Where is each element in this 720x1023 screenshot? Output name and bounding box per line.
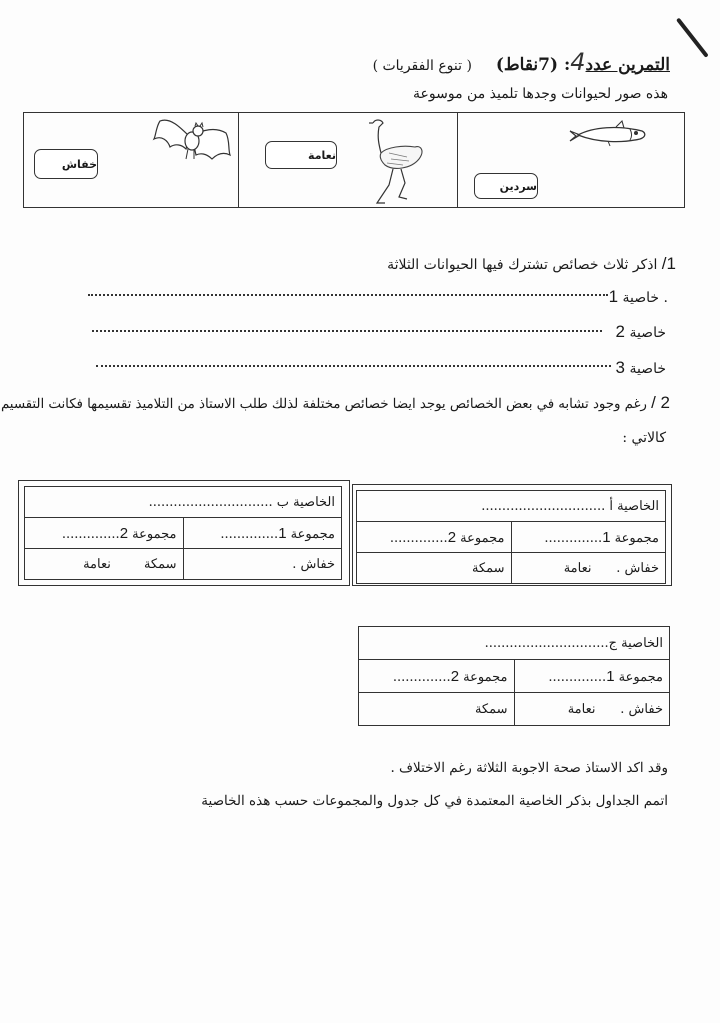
bat-icon (150, 113, 232, 165)
ostrich-icon (363, 117, 427, 207)
table-a-property-cell[interactable]: الخاصية أ .............................. (357, 491, 666, 522)
question-1-number: 1/ (661, 254, 676, 273)
table-b-property-cell[interactable]: الخاصية ب .............................. (25, 487, 342, 518)
table-b-group-1-members: خفاش . (183, 549, 342, 580)
property-1-answer-line[interactable] (88, 294, 608, 296)
table-property-b (24, 486, 342, 580)
question-2-number: 2 / (651, 393, 670, 412)
table-a-group-2-header[interactable]: مجموعة 2.............. (357, 522, 512, 553)
property-2-answer-line[interactable] (92, 330, 602, 332)
table-c-property-cell[interactable]: الخاصية ج.............................. (359, 627, 670, 660)
exercise-topic: ( تنوع الفقريات ) (372, 58, 472, 74)
table-property-a (356, 490, 666, 584)
property-3-answer-line[interactable] (96, 365, 611, 367)
property-1-row: . خاصية 1 (608, 287, 668, 306)
property-2-row: خاصية 2 (615, 322, 666, 341)
exercise-title (373, 48, 670, 76)
page-number-mark (676, 18, 709, 58)
animal-cell-sardine (457, 113, 684, 207)
table-c-group-1-header[interactable]: مجموعة 1.............. (514, 660, 670, 693)
question-1-text: اذكر ثلاث خصائص تشترك فيها الحيوانات الثلاثة (387, 257, 658, 273)
animal-label-bat: خفاش (34, 149, 98, 179)
table-c-group-2-members: سمكة (359, 693, 515, 726)
exercise-label: التمرين عدد (585, 55, 670, 75)
table-a-group-1-header[interactable]: مجموعة 1.............. (511, 522, 666, 553)
exercise-number: 4 (570, 48, 586, 76)
animal-label-sardine: سردين (474, 173, 538, 199)
animal-cell-ostrich (238, 113, 457, 207)
table-c-group-2-header[interactable]: مجموعة 2.............. (359, 660, 515, 693)
question-1 (387, 254, 676, 274)
table-c-group-1-members: خفاش . نعامة (514, 693, 670, 726)
animal-cell-bat (24, 113, 238, 207)
table-a-group-1-members: خفاش . نعامة (511, 553, 666, 584)
complete-tables-instruction: اتمم الجداول بذكر الخاصية المعتمدة في كل جدول والمجموعات حسب هذه الخاصية (201, 793, 668, 809)
intro-text: هذه صور لحيوانات وجدها تلميذ من موسوعة (413, 86, 668, 102)
animals-picture-strip (23, 112, 685, 208)
table-b-group-2-header[interactable]: مجموعة 2.............. (25, 518, 184, 549)
exercise-points: : (7نقاط) (495, 55, 571, 75)
question-2-text: رغم وجود تشابه في بعض الخصائص يوجد ايضا خصائص مختلفة لذلك طلب الاستاذ من التلاميذ تقسيمها فكانت التقسيم (0, 397, 647, 412)
question-2-continuation: كالاتي : (622, 430, 666, 446)
table-b-group-1-header[interactable]: مجموعة 1.............. (183, 518, 342, 549)
teacher-confirmation-text: وقد اكد الاستاذ صحة الاجوبة الثلاثة رغم الاختلاف . (390, 760, 668, 776)
property-3-row: خاصية 3 (615, 358, 666, 377)
table-b-group-2-members: سمكة نعامة (25, 549, 184, 580)
question-2 (1, 393, 670, 413)
table-property-c (358, 626, 670, 726)
table-a-group-2-members: سمكة (357, 553, 512, 584)
fish-icon (568, 119, 648, 151)
animal-label-ostrich: نعامة (265, 141, 337, 169)
